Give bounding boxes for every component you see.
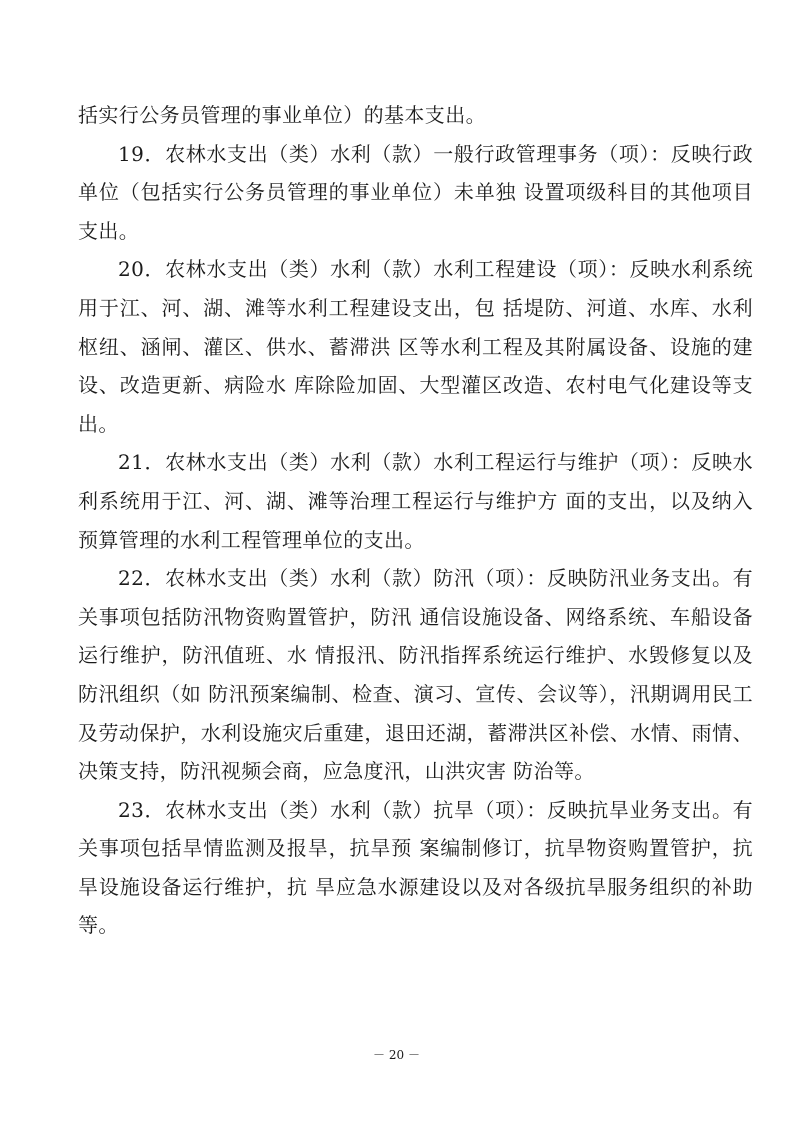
paragraph-item-21: 21．农林水支出（类）水利（款）水利工程运行与维护（项）：反映水利系统用于江、河、湖、滩等治理工程运行与维护方 面的支出，以及纳入预算管理的水利工程管理单位的支出。	[78, 450, 753, 552]
paragraph-item-23: 23．农林水支出（类）水利（款）抗旱（项）：反映抗旱业务支出。有关事项包括旱情监测及报旱，抗旱预 案编制修订，抗旱物资购置管护，抗旱设施设备运行维护，抗 旱应急水源建设以及对各级抗旱服务组织的补助等。	[78, 797, 753, 938]
page-number: － 20 －	[373, 1048, 420, 1062]
document-body	[78, 96, 753, 945]
paragraph-item-22: 22．农林水支出（类）水利（款）防汛（项）：反映防汛业务支出。有关事项包括防汛物资购置管护，防汛 通信设施设备、网络系统、车船设备运行维护，防汛值班、水 情报汛、防汛指挥系统运行维护、水毁修复以及防汛组织（如 防汛预案编制、检查、演习、宣传、会议等），汛期调用民工 及劳动保护，水利设施灾后重建，退田还湖，蓄滞洪区补偿、水情、雨情、决策支持，防汛视频会商，应急度汛，山洪灾害 防治等。	[78, 566, 753, 784]
paragraph-item-20: 20．农林水支出（类）水利（款）水利工程建设（项）：反映水利系统用于江、河、湖、滩等水利工程建设支出，包 括堤防、河道、水库、水利枢纽、涵闸、灌区、供水、蓄滞洪 区等水利工程及其附属设备、设施的建设、改造更新、病险水 库除险加固、大型灌区改造、农村电气化建设等支出。	[78, 257, 753, 436]
paragraph-continuation: 括实行公务员管理的事业单位）的基本支出。	[78, 103, 486, 127]
paragraph-item-19: 19．农林水支出（类）水利（款）一般行政管理事务（项）：反映行政单位（包括实行公务员管理的事业单位）未单独 设置项级科目的其他项目支出。	[78, 141, 753, 243]
